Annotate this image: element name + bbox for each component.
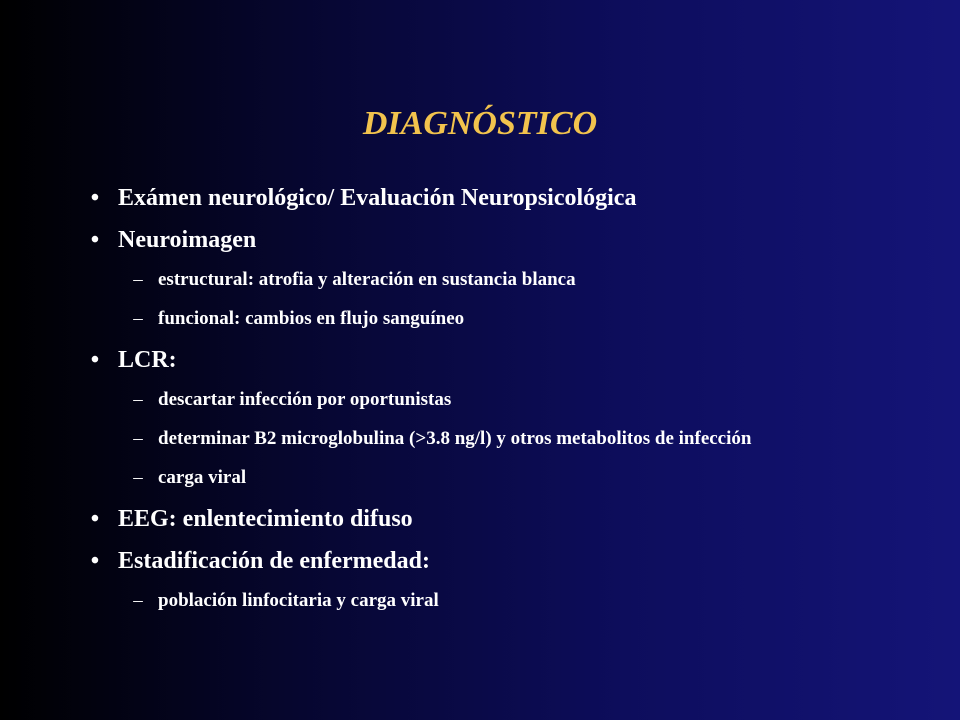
bullet-item: [82, 505, 882, 533]
slide-title: DIAGNÓSTICO: [362, 105, 598, 142]
bullet-text: Exámen neurológico/ Evaluación Neuropsicológica: [118, 185, 637, 211]
bullet-marker: •: [90, 185, 100, 211]
sub-bullet-item: [82, 589, 882, 613]
slide-body: [82, 184, 882, 628]
bullet-text: EEG: enlentecimiento difuso: [118, 506, 413, 532]
dash-marker: –: [133, 428, 143, 449]
dash-marker: –: [133, 269, 143, 290]
dash-marker: –: [133, 389, 143, 410]
bullet-item: [82, 346, 882, 374]
sub-bullet-text: población linfocitaria y carga viral: [158, 590, 439, 611]
dash-marker: –: [133, 467, 143, 488]
sub-bullet-text: funcional: cambios en flujo sanguíneo: [158, 308, 465, 329]
dash-marker: –: [133, 590, 143, 611]
sub-bullet-item: [82, 268, 882, 292]
sub-bullet-text: carga viral: [158, 467, 247, 488]
sub-bullet-text: determinar B2 microglobulina (>3.8 ng/l) y otros metabolitos de infección: [158, 428, 752, 449]
sub-bullet-item: [82, 388, 882, 412]
sub-bullet-item: [82, 307, 882, 331]
sub-bullet-item: [82, 427, 882, 451]
dash-marker: –: [133, 308, 143, 329]
bullet-item: [82, 184, 882, 212]
bullet-text: LCR:: [118, 347, 177, 373]
bullet-item: [82, 547, 882, 575]
sub-bullet-text: descartar infección por oportunistas: [158, 389, 452, 410]
bullet-item: [82, 226, 882, 254]
bullet-marker: •: [90, 227, 100, 253]
bullet-text: Neuroimagen: [118, 227, 257, 253]
bullet-marker: •: [90, 506, 100, 532]
bullet-marker: •: [90, 548, 100, 574]
sub-bullet-text: estructural: atrofia y alteración en sustancia blanca: [158, 269, 576, 290]
sub-bullet-item: [82, 466, 882, 490]
bullet-marker: •: [90, 347, 100, 373]
bullet-text: Estadificación de enfermedad:: [118, 548, 430, 574]
